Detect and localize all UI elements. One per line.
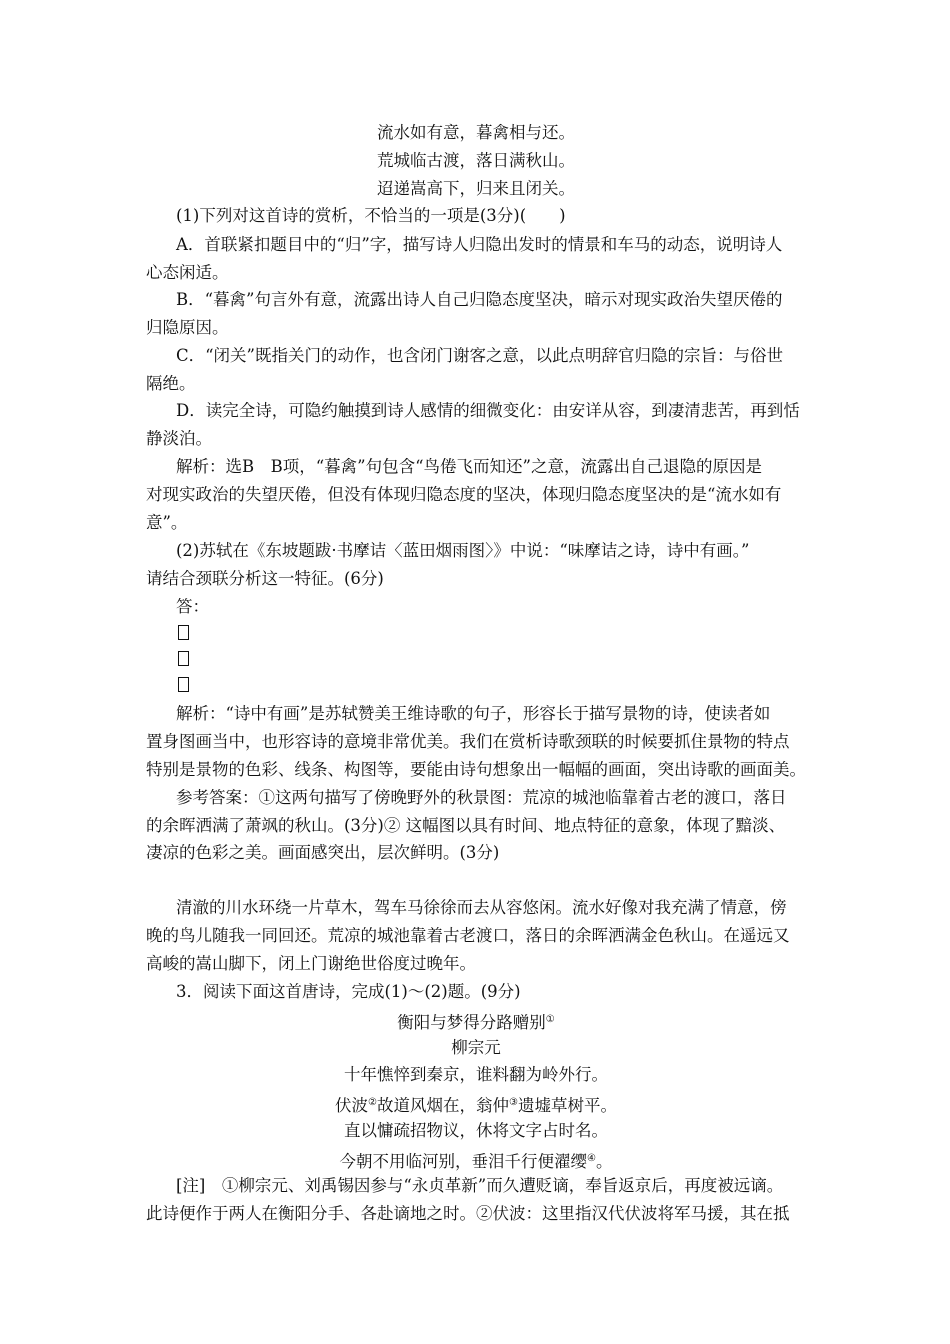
q3-stem: 3．阅读下面这首唐诗，完成(1)～(2)题。(9分)	[176, 982, 521, 1001]
poem2-title-text: 衡阳与梦得分路赠别	[397, 1013, 546, 1032]
answer-placeholder-box-2	[178, 651, 189, 666]
poem2-line-4-part-1: 今朝不用临河别，垂泪千行便濯缨	[339, 1152, 588, 1171]
poem1-line-3: 迢递嵩高下，归来且闭关。	[377, 179, 575, 198]
translation-line-3: 高峻的嵩山脚下，闭上门谢绝世俗度过晚年。	[146, 954, 476, 973]
poem2-author: 柳宗元	[451, 1038, 501, 1057]
poem2-title	[146, 1008, 806, 1035]
q1-analysis-cont-1: 对现实政治的失望厌倦，但没有体现归隐态度的坚决，体现归隐态度坚决的是“流水如有	[146, 485, 782, 504]
q2-analysis-cont-2: 特别是景物的色彩、线条、构图等，要能由诗句想象出一幅幅的画面，突出诗歌的画面美。	[146, 760, 806, 779]
footnote-mark: ①	[545, 1014, 555, 1025]
poem2-line-2-part-1: 伏波	[335, 1096, 369, 1115]
poem2-line-2	[146, 1091, 806, 1118]
q2-reference-answer-cont-2: 凄凉的色彩之美。画面感突出，层次鲜明。(3分)	[146, 843, 500, 862]
poem2-line-2-part-2: 故道风烟在，翁仲	[377, 1096, 509, 1115]
translation-line-1: 清澈的川水环绕一片草木，驾车马徐徐而去从容悠闲。流水好像对我充满了情意，傍	[176, 898, 787, 917]
q1-analysis-cont-2: 意”。	[146, 513, 188, 532]
poem2-line-1: 十年憔悴到秦京，谁料翻为岭外行。	[344, 1065, 608, 1084]
answer-placeholder-box-1	[178, 625, 189, 640]
poem2-note-line-1: [注] ①柳宗元、刘禹锡因参与“永贞革新”而久遭贬谪，奉旨返京后，再度被远谪。	[176, 1176, 784, 1195]
q1-option-b: B．“暮禽”句言外有意，流露出诗人自己归隐态度坚决，暗示对现实政治失望厌倦的	[176, 290, 783, 309]
footnote-mark: ④	[587, 1153, 596, 1164]
translation-line-2: 晚的鸟儿随我一同回还。荒凉的城池靠着古老渡口，落日的余晖洒满金色秋山。在遥远又	[146, 926, 790, 945]
q1-option-b-cont: 归隐原因。	[146, 318, 229, 337]
q1-option-a-cont: 心态闲适。	[146, 263, 229, 282]
poem1-line-2: 荒城临古渡，落日满秋山。	[377, 151, 575, 170]
q2-reference-answer: 参考答案：①这两句描写了傍晚野外的秋景图：荒凉的城池临靠着古老的渡口，落日	[176, 788, 787, 807]
poem2-line-4	[146, 1147, 806, 1174]
footnote-mark: ②	[368, 1097, 377, 1108]
q2-answer-label: 答：	[176, 597, 209, 616]
q1-option-a: A．首联紧扣题目中的“归”字，描写诗人归隐出发时的情景和车马的动态，说明诗人	[176, 235, 783, 254]
footnote-mark: ③	[509, 1097, 518, 1108]
answer-placeholder-box-3	[178, 677, 189, 692]
q1-option-c: C．“闭关”既指关门的动作，也含闭门谢客之意，以此点明辞官归隐的宗旨：与俗世	[176, 346, 783, 365]
q1-option-d: D．读完全诗，可隐约触摸到诗人感情的细微变化：由安详从容，到凄清悲苦，再到恬	[176, 401, 800, 420]
q1-option-c-cont: 隔绝。	[146, 374, 196, 393]
poem2-note-line-2: 此诗便作于两人在衡阳分手、各赴谪地之时。②伏波：这里指汉代伏波将军马援，其在抵	[146, 1204, 790, 1223]
q1-stem: (1)下列对这首诗的赏析，不恰当的一项是(3分)( )	[176, 206, 566, 225]
q2-analysis-cont-1: 置身图画当中，也形容诗的意境非常优美。我们在赏析诗歌颈联的时候要抓住景物的特点	[146, 732, 790, 751]
poem2-line-4-part-2: 。	[595, 1152, 613, 1171]
q2-stem: (2)苏轼在《东坡题跋·书摩诘〈蓝田烟雨图〉》中说：“味摩诘之诗，诗中有画。”	[176, 541, 750, 560]
poem2-line-2-part-3: 遗墟草树平。	[517, 1096, 617, 1115]
poem1-line-1: 流水如有意，暮禽相与还。	[377, 123, 575, 142]
q2-stem-cont: 请结合颈联分析这一特征。(6分)	[146, 569, 384, 588]
q1-option-d-cont: 静淡泊。	[146, 429, 212, 448]
poem2-line-3: 直以慵疏招物议，休将文字占时名。	[344, 1121, 608, 1140]
q2-reference-answer-cont-1: 的余晖洒满了萧飒的秋山。(3分)② 这幅图以具有时间、地点特征的意象，体现了黯淡、	[146, 816, 786, 835]
q2-analysis: 解析：“诗中有画”是苏轼赞美王维诗歌的句子，形容长于描写景物的诗，使读者如	[176, 704, 771, 723]
q1-analysis: 解析：选B B项，“暮禽”句包含“鸟倦飞而知还”之意，流露出自己退隐的原因是	[176, 457, 762, 476]
